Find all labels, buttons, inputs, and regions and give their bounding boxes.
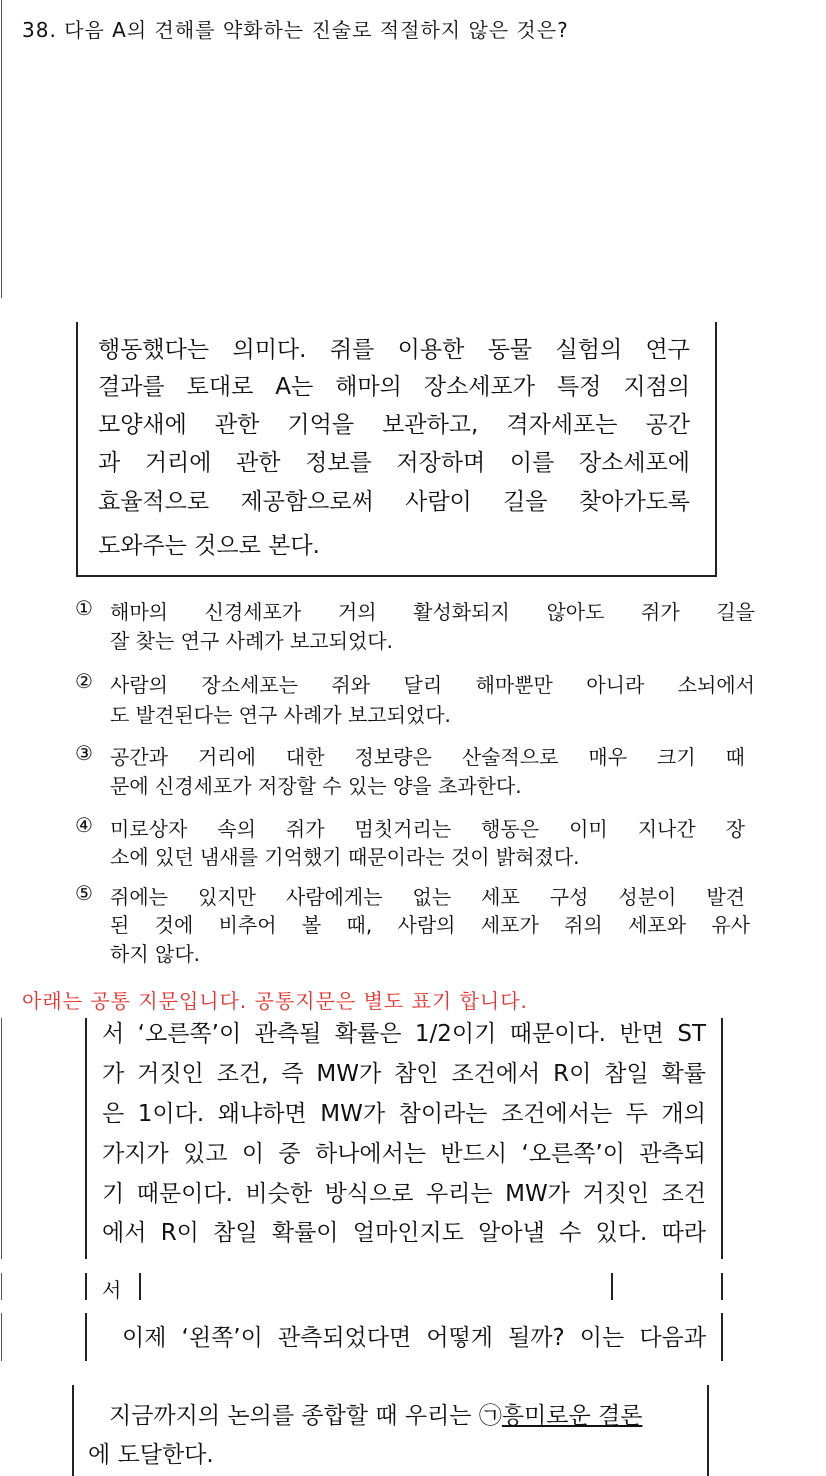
passage-line: 결과를 토대로 A는 해마의 장소세포가 특정 지점의 (98, 374, 690, 400)
option-number: ③ (75, 741, 93, 765)
option-text: 하지 않다. (110, 942, 200, 966)
passage-line: 가 거짓인 조건, 즉 MW가 참인 조건에서 R이 참일 확률 (102, 1061, 706, 1087)
passage-line: 에서 R이 참일 확률이 얼마인지도 알아낼 수 있다. 따라 (102, 1220, 706, 1246)
passage-line: 은 1이다. 왜냐하면 MW가 참이라는 조건에서는 두 개의 (102, 1101, 706, 1127)
passage-fragment: 서 (102, 1278, 122, 1302)
underlined-phrase: 흥미로운 결론 (501, 1403, 643, 1429)
option-number: ⑤ (75, 881, 93, 905)
option-text: 도 발견된다는 연구 사례가 보고되었다. (110, 703, 451, 727)
passage-line: 모양새에 관한 기억을 보관하고, 격자세포는 공간 (98, 412, 690, 438)
passage-line: 이제 ‘왼쪽’이 관측되었다면 어떻게 될까? 이는 다음과 (122, 1325, 706, 1351)
option-text: 된 것에 비추어 볼 때, 사람의 세포가 쥐의 세포와 유사 (110, 913, 750, 937)
margin-line (1, 0, 2, 298)
conclusion-text: 지금까지의 논의를 종합할 때 우리는 ㉠ (109, 1403, 502, 1429)
passage-line: 가지가 있고 이 중 하나에서는 반드시 ‘오른쪽’이 관측되 (102, 1141, 706, 1167)
conclusion-line (109, 1396, 642, 1436)
option-text: 미로상자 속의 쥐가 멈칫거리는 행동은 이미 지나간 장 (110, 817, 745, 841)
option-text: 소에 있던 냄새를 기억했기 때문이라는 것이 밝혀졌다. (110, 845, 580, 869)
option-number: ④ (75, 813, 93, 837)
option-text: 해마의 신경세포가 거의 활성화되지 않아도 쥐가 길을 (110, 600, 755, 624)
option-number: ② (75, 669, 93, 693)
passage-line: 과 거리에 관한 정보를 저장하며 이를 장소세포에 (98, 450, 690, 476)
option-number: ① (75, 596, 93, 620)
passage-line: 도와주는 것으로 본다. (98, 533, 320, 559)
option-text: 사람의 장소세포는 쥐와 달리 해마뿐만 아니라 소뇌에서 (110, 673, 755, 697)
conclusion-line-2: 에 도달한다. (88, 1442, 214, 1468)
passage-line: 서 ‘오른쪽’이 관측될 확률은 1/2이기 때문이다. 반면 ST (102, 1021, 706, 1047)
option-text: 쥐에는 있지만 사람에게는 없는 세포 구성 성분이 발견 (110, 885, 745, 909)
passage-line: 행동했다는 의미다. 쥐를 이용한 동물 실험의 연구 (98, 337, 690, 363)
passage-line: 효율적으로 제공함으로써 사람이 길을 찾아가도록 (98, 489, 690, 515)
option-text: 공간과 거리에 대한 정보량은 산술적으로 매우 크기 때 (110, 745, 745, 769)
common-passage-notice: 아래는 공통 지문입니다. 공통지문은 별도 표기 합니다. (22, 989, 528, 1013)
option-text: 문에 신경세포가 저장할 수 있는 양을 초과한다. (110, 774, 522, 798)
option-text: 잘 찾는 연구 사례가 보고되었다. (110, 629, 393, 653)
question-title: 38. 다음 A의 견해를 약화하는 진술로 적절하지 않은 것은? (22, 18, 569, 42)
passage-line: 기 때문이다. 비슷한 방식으로 우리는 MW가 거짓인 조건 (102, 1181, 706, 1207)
